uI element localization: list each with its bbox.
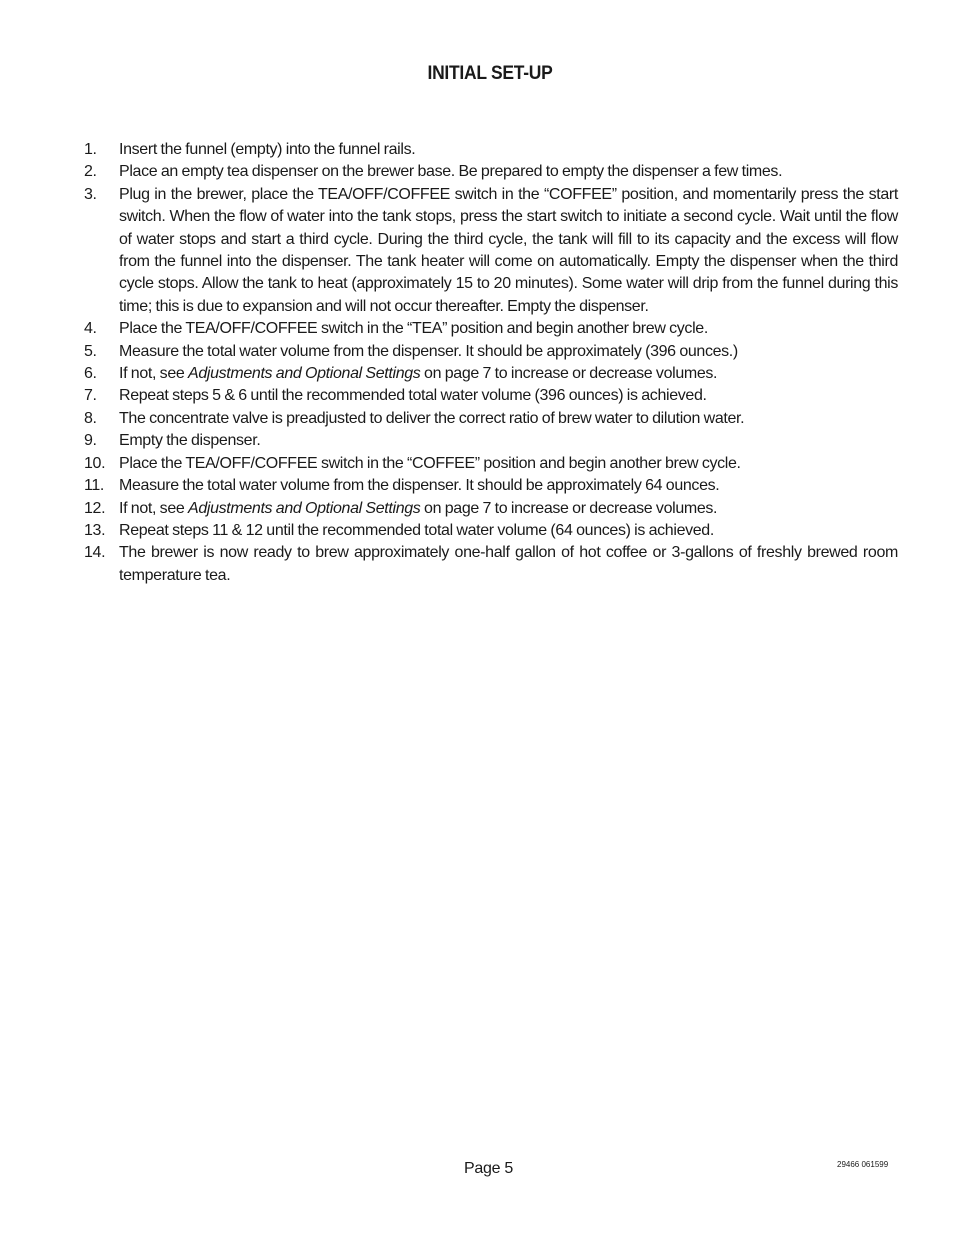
step-number: 8. [84,409,97,427]
list-item [84,453,898,475]
cross-reference: Adjustments and Optional Settings [188,499,421,517]
list-item [84,318,898,340]
list-item [84,139,898,161]
step-text [119,365,717,382]
step-text-pre: If not, see [119,499,189,517]
page-title: INITIAL SET-UP [427,63,553,84]
step-number: 4. [84,320,97,338]
step-number: 3. [84,185,97,203]
list-item [84,363,898,385]
step-text: Measure the total water volume from the dispenser. It should be approximately 64 ounces. [119,477,720,495]
step-text [119,500,717,517]
step-number: 7. [84,387,97,405]
list-item [84,385,898,407]
step-text: Empty the dispenser. [119,432,261,450]
step-text: Measure the total water volume from the dispenser. It should be approximately (396 ounces.) [119,342,738,360]
step-text: The brewer is now ready to brew approximately one-half gallon of hot coffee or 3-gallons of freshly brewed room temperature tea. [119,544,898,584]
step-text: Insert the funnel (empty) into the funnel rails. [119,141,416,158]
step-number: 1. [84,141,97,158]
step-text: Repeat steps 11 & 12 until the recommended total water volume (64 ounces) is achieved. [119,521,714,539]
cross-reference: Adjustments and Optional Settings [188,365,421,383]
step-number: 12. [84,499,106,517]
step-number: 11. [84,477,105,495]
step-text: Place the TEA/OFF/COFFEE switch in the “TEA” position and begin another brew cycle. [119,320,708,338]
list-item [84,542,898,587]
step-text: Plug in the brewer, place the TEA/OFF/COFFEE switch in the “COFFEE” position, and momentarily press the start switch. When the flow of water into the tank stops, press the start switch to initiate a second cycle. Wait until the flow of water stops and start a third cycle. During the third cycle, the tank will fill to its capacity and the excess will flow from the funnel into the dispenser. The tank heater will come on automatically. Empty the dispenser when the third cycle stops. Allow the tank to heat (approximately 15 to 20 minutes). Some water will drip from the funnel during this time; this is due to expansion and will not occur thereafter. Empty the dispenser. [119,185,898,315]
list-item [84,520,898,542]
step-number: 14. [84,544,106,562]
list-item [84,341,898,363]
list-item [84,408,898,430]
step-number: 2. [84,163,97,181]
step-text-post: on page 7 to increase or decrease volumes. [420,365,718,383]
step-text: Place an empty tea dispenser on the brewer base. Be prepared to empty the dispenser a few times. [119,163,783,181]
step-number: 9. [84,432,97,450]
step-number: 13. [84,521,106,539]
list-item [84,161,898,183]
step-text: Repeat steps 5 & 6 until the recommended total water volume (396 ounces) is achieved. [119,387,707,405]
step-number: 10. [84,454,106,472]
list-item [84,498,898,520]
list-item [84,184,898,318]
list-item [84,430,898,452]
step-number: 6. [84,365,97,383]
list-item [84,475,898,497]
setup-steps-list [84,139,898,587]
step-text: Place the TEA/OFF/COFFEE switch in the “COFFEE” position and begin another brew cycle. [119,454,741,472]
step-text-pre: If not, see [119,365,189,383]
step-text: The concentrate valve is preadjusted to deliver the correct ratio of brew water to dilution water. [119,409,745,427]
document-code: 29466 061599 [837,1160,889,1169]
step-number: 5. [84,342,97,360]
step-text-post: on page 7 to increase or decrease volumes. [420,499,718,517]
page-number: Page 5 [464,1160,513,1177]
